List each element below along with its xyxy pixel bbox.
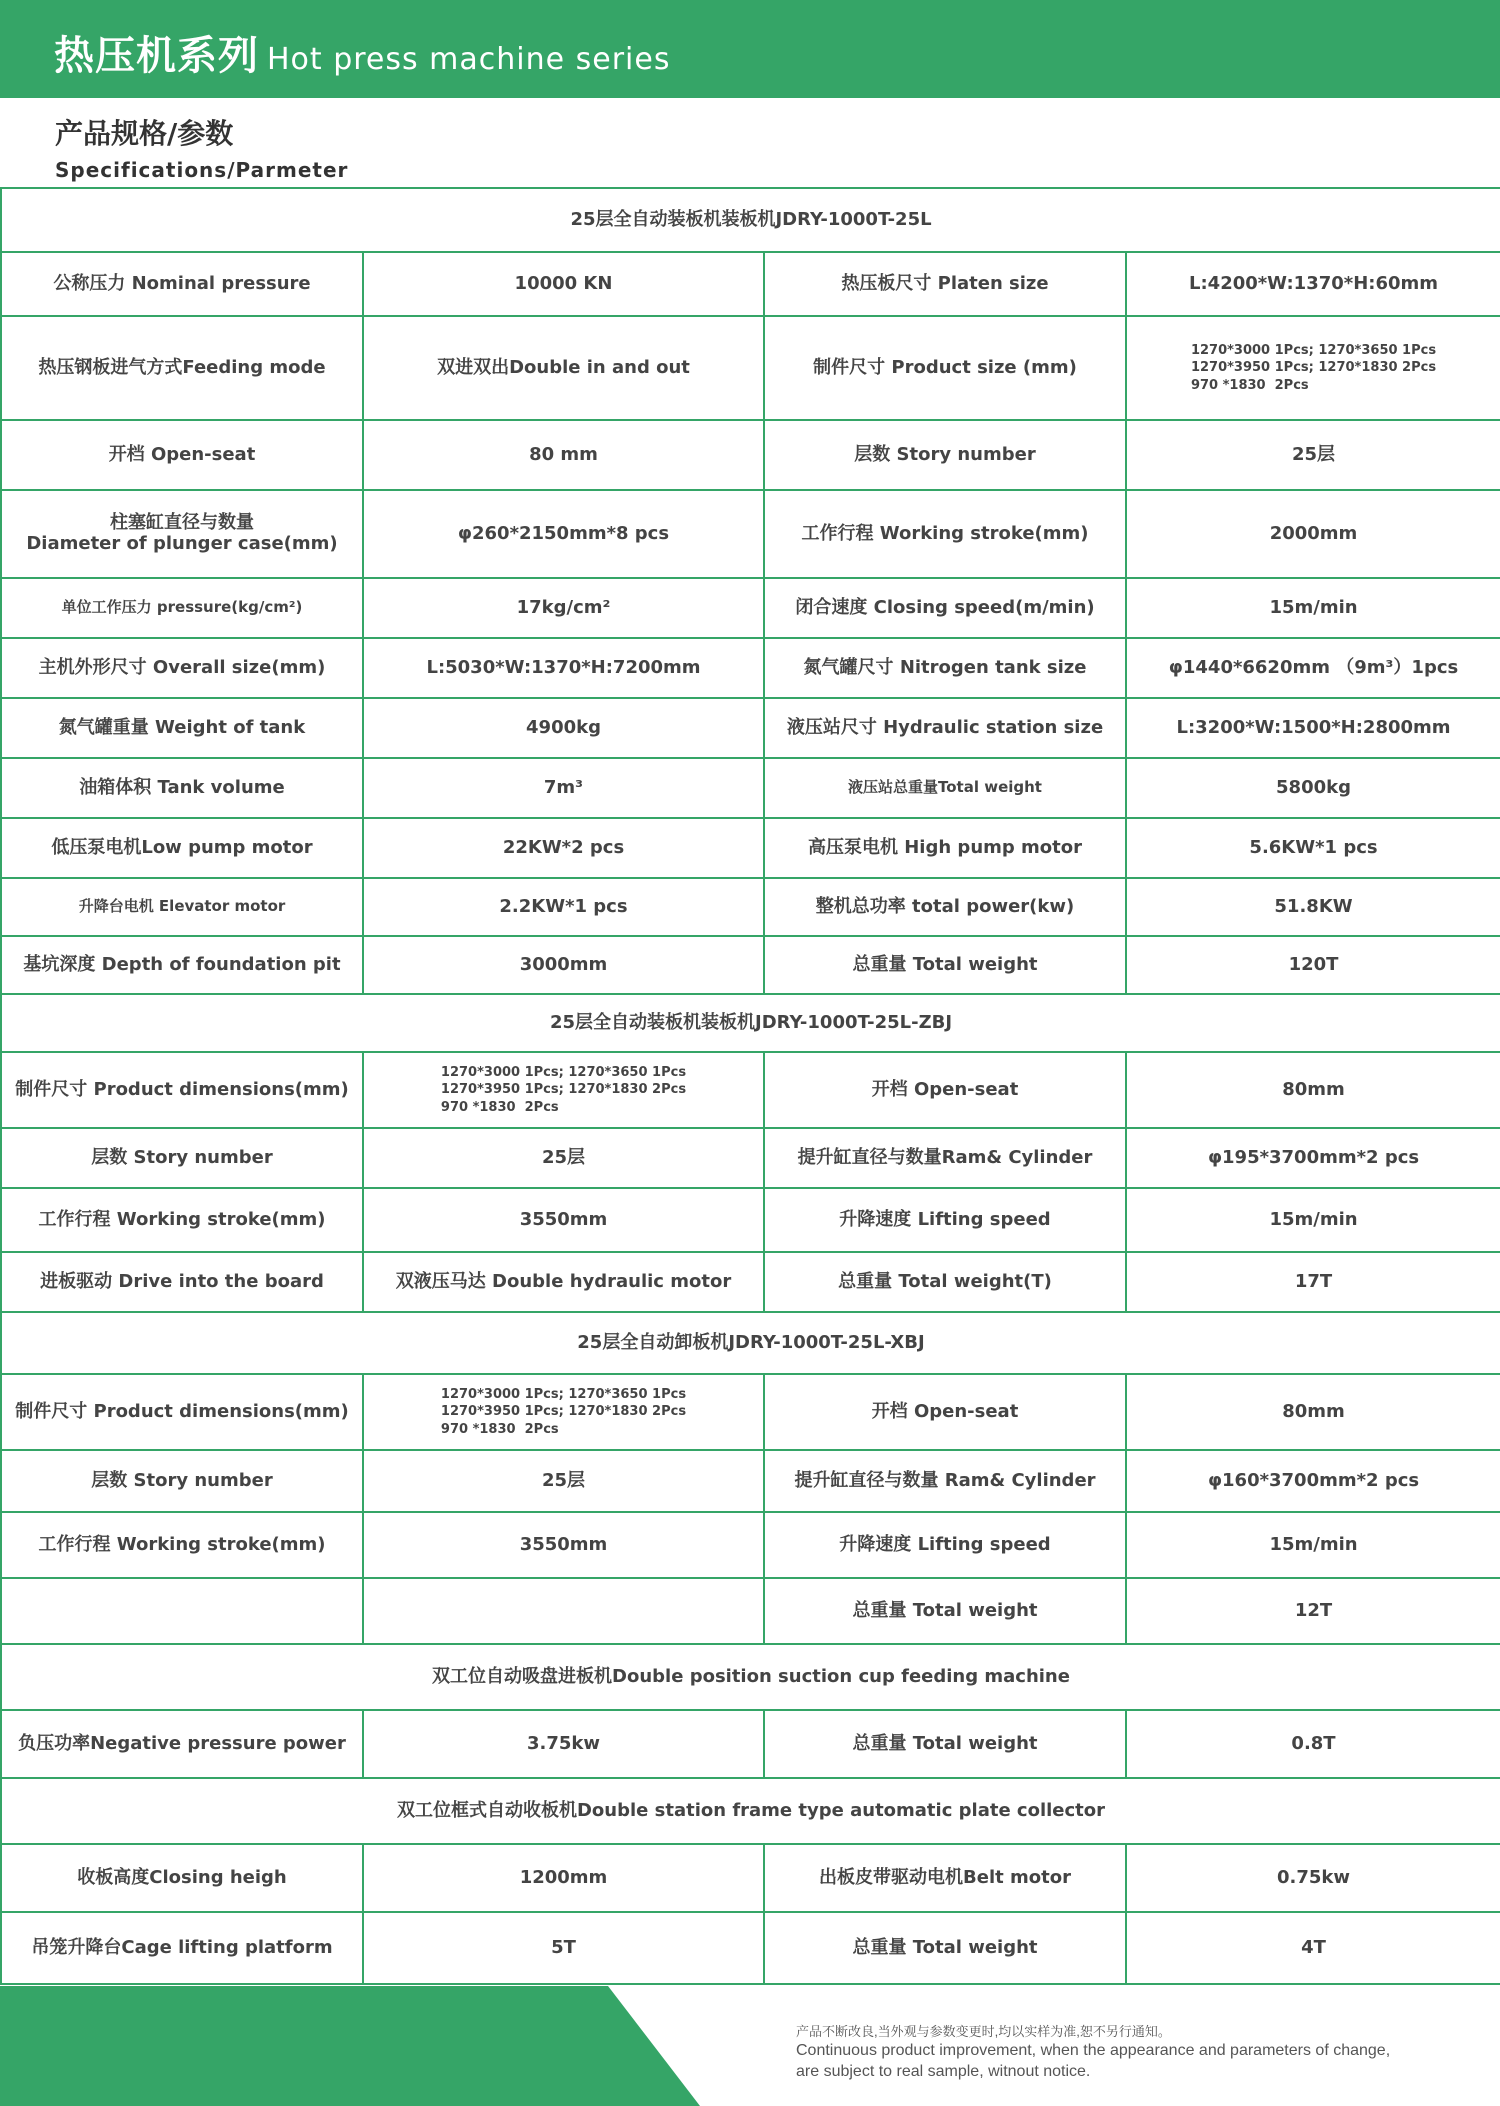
param-value: 51.8KW bbox=[1126, 878, 1500, 936]
param-value: L:5030*W:1370*H:7200mm bbox=[363, 638, 764, 698]
param-label: 提升缸直径与数量 Ram& Cylinder bbox=[764, 1450, 1126, 1512]
param-value: 4T bbox=[1126, 1912, 1500, 1984]
param-value: 3550mm bbox=[363, 1512, 764, 1578]
param-label: 制件尺寸 Product size (mm) bbox=[764, 316, 1126, 420]
param-value: 2.2KW*1 pcs bbox=[363, 878, 764, 936]
product-size-list: 1270*3000 1Pcs; 1270*3650 1Pcs 1270*3950 1Pcs; 1270*1830 2Pcs 970 *1830 2Pcs bbox=[440, 1386, 687, 1437]
param-value: φ160*3700mm*2 pcs bbox=[1126, 1450, 1500, 1512]
spec-heading-en: Specifications/Parmeter bbox=[55, 158, 349, 182]
param-value: 10000 KN bbox=[363, 252, 764, 316]
param-value: φ1440*6620mm （9m³）1pcs bbox=[1126, 638, 1500, 698]
param-value: φ195*3700mm*2 pcs bbox=[1126, 1128, 1500, 1188]
param-label: 工作行程 Working stroke(mm) bbox=[1, 1512, 363, 1578]
param-value bbox=[363, 1374, 764, 1450]
param-label: 氮气罐重量 Weight of tank bbox=[1, 698, 363, 758]
param-label: 基坑深度 Depth of foundation pit bbox=[1, 936, 363, 994]
param-label: 柱塞缸直径与数量 Diameter of plunger case(mm) bbox=[1, 490, 363, 578]
param-value: 5.6KW*1 pcs bbox=[1126, 818, 1500, 878]
table-row bbox=[1, 490, 1500, 578]
param-label: 总重量 Total weight(T) bbox=[764, 1252, 1126, 1312]
param-label: 升降台电机 Elevator motor bbox=[1, 878, 363, 936]
param-label: 闭合速度 Closing speed(m/min) bbox=[764, 578, 1126, 638]
param-value: 3000mm bbox=[363, 936, 764, 994]
table-row bbox=[1, 638, 1500, 698]
page-title bbox=[54, 24, 670, 81]
param-value: L:3200*W:1500*H:2800mm bbox=[1126, 698, 1500, 758]
param-value bbox=[1126, 316, 1500, 420]
param-value: 双进双出Double in and out bbox=[363, 316, 764, 420]
param-value: 1200mm bbox=[363, 1844, 764, 1912]
table-row bbox=[1, 578, 1500, 638]
param-value: 120T bbox=[1126, 936, 1500, 994]
param-value: 22KW*2 pcs bbox=[363, 818, 764, 878]
param-value: 7m³ bbox=[363, 758, 764, 818]
spec-heading-zh: 产品规格/参数 bbox=[55, 117, 234, 150]
param-label: 低压泵电机Low pump motor bbox=[1, 818, 363, 878]
param-value: 12T bbox=[1126, 1578, 1500, 1644]
param-label: 层数 Story number bbox=[1, 1128, 363, 1188]
param-value: 0.75kw bbox=[1126, 1844, 1500, 1912]
param-value: 17kg/cm² bbox=[363, 578, 764, 638]
param-value bbox=[363, 1052, 764, 1128]
param-value: 80mm bbox=[1126, 1374, 1500, 1450]
param-label: 液压站总重量Total weight bbox=[764, 758, 1126, 818]
section-title: 双工位自动吸盘进板机Double position suction cup feeding machine bbox=[1, 1644, 1500, 1710]
param-label: 开档 Open-seat bbox=[1, 420, 363, 490]
param-label: 热压板尺寸 Platen size bbox=[764, 252, 1126, 316]
param-value: 5800kg bbox=[1126, 758, 1500, 818]
param-value: 15m/min bbox=[1126, 1188, 1500, 1252]
table-row bbox=[1, 936, 1500, 994]
param-label bbox=[1, 1578, 363, 1644]
spec-heading bbox=[55, 112, 348, 182]
section-title: 25层全自动装板机装板机JDRY-1000T-25L bbox=[1, 188, 1500, 252]
table-row bbox=[1, 1128, 1500, 1188]
param-label: 层数 Story number bbox=[1, 1450, 363, 1512]
param-label: 制件尺寸 Product dimensions(mm) bbox=[1, 1052, 363, 1128]
param-label: 出板皮带驱动电机Belt motor bbox=[764, 1844, 1126, 1912]
param-label: 升降速度 Lifting speed bbox=[764, 1188, 1126, 1252]
page-title-en: Hot press machine series bbox=[267, 42, 671, 77]
section-title-row bbox=[1, 188, 1500, 252]
section-title: 双工位框式自动收板机Double station frame type automatic plate collector bbox=[1, 1778, 1500, 1844]
param-value: L:4200*W:1370*H:60mm bbox=[1126, 252, 1500, 316]
table-row bbox=[1, 758, 1500, 818]
param-label: 层数 Story number bbox=[764, 420, 1126, 490]
section-title-row bbox=[1, 1312, 1500, 1374]
param-value: 2000mm bbox=[1126, 490, 1500, 578]
param-label: 负压功率Negative pressure power bbox=[1, 1710, 363, 1778]
param-label: 公称压力 Nominal pressure bbox=[1, 252, 363, 316]
param-value: 80mm bbox=[1126, 1052, 1500, 1128]
param-value: 0.8T bbox=[1126, 1710, 1500, 1778]
section-title-row bbox=[1, 1778, 1500, 1844]
footer-note-en-2: are subject to real sample, witnout notice. bbox=[796, 2062, 1091, 2080]
param-value: 80 mm bbox=[363, 420, 764, 490]
param-value: 双液压马达 Double hydraulic motor bbox=[363, 1252, 764, 1312]
param-label: 吊笼升降台Cage lifting platform bbox=[1, 1912, 363, 1984]
table-row bbox=[1, 1578, 1500, 1644]
table-row bbox=[1, 1252, 1500, 1312]
param-value: 25层 bbox=[363, 1450, 764, 1512]
param-value: 3.75kw bbox=[363, 1710, 764, 1778]
param-label: 总重量 Total weight bbox=[764, 1912, 1126, 1984]
page-title-zh: 热压机系列 bbox=[54, 33, 259, 79]
param-label: 总重量 Total weight bbox=[764, 1578, 1126, 1644]
param-label: 整机总功率 total power(kw) bbox=[764, 878, 1126, 936]
table-row bbox=[1, 698, 1500, 758]
table-row bbox=[1, 878, 1500, 936]
param-label: 油箱体积 Tank volume bbox=[1, 758, 363, 818]
footer-disclaimer bbox=[796, 2024, 1390, 2082]
param-value: 4900kg bbox=[363, 698, 764, 758]
param-value: 5T bbox=[363, 1912, 764, 1984]
param-value: 25层 bbox=[363, 1128, 764, 1188]
param-label: 总重量 Total weight bbox=[764, 936, 1126, 994]
param-value: 3550mm bbox=[363, 1188, 764, 1252]
param-label: 工作行程 Working stroke(mm) bbox=[764, 490, 1126, 578]
table-row bbox=[1, 1710, 1500, 1778]
param-label: 高压泵电机 High pump motor bbox=[764, 818, 1126, 878]
param-label: 开档 Open-seat bbox=[764, 1374, 1126, 1450]
table-row bbox=[1, 1188, 1500, 1252]
table-row bbox=[1, 316, 1500, 420]
param-label: 工作行程 Working stroke(mm) bbox=[1, 1188, 363, 1252]
param-value: 15m/min bbox=[1126, 1512, 1500, 1578]
table-row bbox=[1, 252, 1500, 316]
footer-note-zh: 产品不断改良,当外观与参数变更时,均以实样为准,恕不另行通知。 bbox=[796, 2024, 1171, 2039]
param-label: 制件尺寸 Product dimensions(mm) bbox=[1, 1374, 363, 1450]
param-label: 收板高度Closing heigh bbox=[1, 1844, 363, 1912]
table-row bbox=[1, 1844, 1500, 1912]
product-size-list: 1270*3000 1Pcs; 1270*3650 1Pcs 1270*3950 1Pcs; 1270*1830 2Pcs 970 *1830 2Pcs bbox=[440, 1064, 687, 1115]
param-label: 升降速度 Lifting speed bbox=[764, 1512, 1126, 1578]
spec-table bbox=[0, 187, 1500, 1985]
section-title-row bbox=[1, 994, 1500, 1052]
param-label: 总重量 Total weight bbox=[764, 1710, 1126, 1778]
param-label: 进板驱动 Drive into the board bbox=[1, 1252, 363, 1312]
product-size-list: 1270*3000 1Pcs; 1270*3650 1Pcs 1270*3950 1Pcs; 1270*1830 2Pcs 970 *1830 2Pcs bbox=[1190, 342, 1437, 393]
table-row bbox=[1, 1052, 1500, 1128]
table-row bbox=[1, 420, 1500, 490]
table-row bbox=[1, 1912, 1500, 1984]
footer-note-en-1: Continuous product improvement, when the appearance and parameters of change, bbox=[796, 2041, 1391, 2059]
param-value: 25层 bbox=[1126, 420, 1500, 490]
param-value: 17T bbox=[1126, 1252, 1500, 1312]
param-label: 单位工作压力 pressure(kg/cm²) bbox=[1, 578, 363, 638]
param-label: 热压钢板进气方式Feeding mode bbox=[1, 316, 363, 420]
section-title-row bbox=[1, 1644, 1500, 1710]
param-label: 开档 Open-seat bbox=[764, 1052, 1126, 1128]
param-label: 提升缸直径与数量Ram& Cylinder bbox=[764, 1128, 1126, 1188]
section-title: 25层全自动卸板机JDRY-1000T-25L-XBJ bbox=[1, 1312, 1500, 1374]
header-bar bbox=[0, 0, 1500, 98]
param-value bbox=[363, 1578, 764, 1644]
section-title: 25层全自动装板机装板机JDRY-1000T-25L-ZBJ bbox=[1, 994, 1500, 1052]
param-value: 15m/min bbox=[1126, 578, 1500, 638]
param-label: 氮气罐尺寸 Nitrogen tank size bbox=[764, 638, 1126, 698]
table-row bbox=[1, 1512, 1500, 1578]
param-value: φ260*2150mm*8 pcs bbox=[363, 490, 764, 578]
table-row bbox=[1, 818, 1500, 878]
param-label: 主机外形尺寸 Overall size(mm) bbox=[1, 638, 363, 698]
footer-green-shape bbox=[0, 1986, 700, 2106]
table-row bbox=[1, 1374, 1500, 1450]
table-row bbox=[1, 1450, 1500, 1512]
param-label: 液压站尺寸 Hydraulic station size bbox=[764, 698, 1126, 758]
